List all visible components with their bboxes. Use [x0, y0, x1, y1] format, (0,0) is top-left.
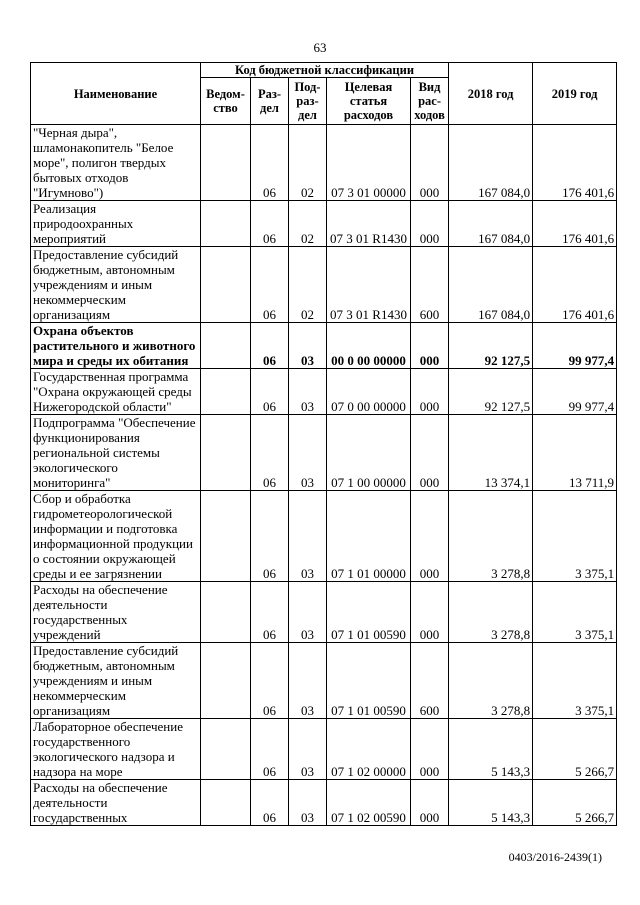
- header-celevaya: Целевая статья расходов: [327, 78, 411, 125]
- row-celevaya: 07 1 02 00000: [327, 719, 411, 780]
- row-vedomstvo: [201, 643, 251, 719]
- row-vid: 000: [411, 125, 449, 201]
- row-2018: 3 278,8: [449, 491, 533, 582]
- table-row: [31, 415, 617, 491]
- header-2019: 2019 год: [533, 63, 617, 125]
- row-razdel: 06: [251, 582, 289, 643]
- row-podrazdel: 02: [289, 247, 327, 323]
- row-podrazdel: 03: [289, 323, 327, 369]
- row-celevaya: 07 3 01 R1430: [327, 201, 411, 247]
- table-row: [31, 643, 617, 719]
- row-name: Охрана объектов растительного и животного мира и среды их обитания: [31, 323, 201, 369]
- document-code: 0403/2016-2439(1): [508, 850, 602, 864]
- row-2018: 92 127,5: [449, 323, 533, 369]
- table-row: [31, 719, 617, 780]
- row-vid: 000: [411, 719, 449, 780]
- row-razdel: 06: [251, 719, 289, 780]
- row-podrazdel: 03: [289, 780, 327, 826]
- header-vid: Вид рас-ходов: [411, 78, 449, 125]
- header-2018: 2018 год: [449, 63, 533, 125]
- row-podrazdel: 03: [289, 582, 327, 643]
- row-vid: 000: [411, 780, 449, 826]
- row-razdel: 06: [251, 643, 289, 719]
- row-podrazdel: 03: [289, 369, 327, 415]
- row-name: Лабораторное обеспечение государственного экологического надзора и надзора на море: [31, 719, 201, 780]
- row-name: Государственная программа "Охрана окружающей среды Нижегородской области": [31, 369, 201, 415]
- row-2018: 3 278,8: [449, 643, 533, 719]
- row-vedomstvo: [201, 201, 251, 247]
- row-name: Сбор и обработка гидрометеорологической информации и подготовка информационной продукции о состоянии окружающей среды и ее загрязнении: [31, 491, 201, 582]
- row-name: Реализация природоохранных мероприятий: [31, 201, 201, 247]
- row-celevaya: 07 1 01 00590: [327, 643, 411, 719]
- row-razdel: 06: [251, 323, 289, 369]
- row-2019: 3 375,1: [533, 643, 617, 719]
- header-vedomstvo: Ведом-ство: [201, 78, 251, 125]
- row-vedomstvo: [201, 247, 251, 323]
- row-2018: 3 278,8: [449, 582, 533, 643]
- row-celevaya: 07 0 00 00000: [327, 369, 411, 415]
- row-2018: 5 143,3: [449, 719, 533, 780]
- row-2018: 167 084,0: [449, 247, 533, 323]
- row-razdel: 06: [251, 780, 289, 826]
- row-vid: 000: [411, 323, 449, 369]
- row-celevaya: 07 3 01 R1430: [327, 247, 411, 323]
- row-celevaya: 07 3 01 00000: [327, 125, 411, 201]
- row-razdel: 06: [251, 247, 289, 323]
- page-number: 63: [313, 40, 327, 55]
- row-2019: 5 266,7: [533, 780, 617, 826]
- row-vid: 000: [411, 201, 449, 247]
- row-razdel: 06: [251, 201, 289, 247]
- row-celevaya: 07 1 01 00590: [327, 582, 411, 643]
- header-podrazdel: Под-раз-дел: [289, 78, 327, 125]
- row-vedomstvo: [201, 415, 251, 491]
- row-vedomstvo: [201, 369, 251, 415]
- table-row: [31, 323, 617, 369]
- header-kod-group: Код бюджетной классификации: [201, 63, 449, 78]
- row-vid: 000: [411, 582, 449, 643]
- row-vedomstvo: [201, 323, 251, 369]
- row-name: Подпрограмма "Обеспечение функционирования региональной системы экологического мониторинга": [31, 415, 201, 491]
- row-celevaya: 07 1 02 00590: [327, 780, 411, 826]
- row-2019: 3 375,1: [533, 491, 617, 582]
- table-row: [31, 125, 617, 201]
- row-vedomstvo: [201, 582, 251, 643]
- row-2019: 13 711,9: [533, 415, 617, 491]
- row-celevaya: 00 0 00 00000: [327, 323, 411, 369]
- row-name: Расходы на обеспечение деятельности государственных учреждений: [31, 582, 201, 643]
- row-name: Предоставление субсидий бюджетным, автономным учреждениям и иным некоммерческим организациям: [31, 247, 201, 323]
- row-celevaya: 07 1 00 00000: [327, 415, 411, 491]
- row-name: Предоставление субсидий бюджетным, автономным учреждениям и иным некоммерческим организациям: [31, 643, 201, 719]
- row-podrazdel: 03: [289, 491, 327, 582]
- table-row: [31, 780, 617, 826]
- row-celevaya: 07 1 01 00000: [327, 491, 411, 582]
- row-razdel: 06: [251, 125, 289, 201]
- row-razdel: 06: [251, 491, 289, 582]
- table-row: [31, 369, 617, 415]
- row-podrazdel: 02: [289, 125, 327, 201]
- row-vedomstvo: [201, 491, 251, 582]
- row-vid: 000: [411, 369, 449, 415]
- row-vid: 000: [411, 415, 449, 491]
- table-row: [31, 201, 617, 247]
- row-vedomstvo: [201, 780, 251, 826]
- row-razdel: 06: [251, 415, 289, 491]
- row-2018: 167 084,0: [449, 125, 533, 201]
- row-vedomstvo: [201, 719, 251, 780]
- row-2019: 176 401,6: [533, 125, 617, 201]
- header-name: Наименование: [31, 63, 201, 125]
- row-2019: 176 401,6: [533, 247, 617, 323]
- budget-table: [30, 62, 617, 826]
- row-2018: 13 374,1: [449, 415, 533, 491]
- table-row: [31, 491, 617, 582]
- row-razdel: 06: [251, 369, 289, 415]
- row-podrazdel: 03: [289, 643, 327, 719]
- row-vedomstvo: [201, 125, 251, 201]
- row-vid: 000: [411, 491, 449, 582]
- header-razdel: Раз-дел: [251, 78, 289, 125]
- row-2018: 92 127,5: [449, 369, 533, 415]
- row-2019: 99 977,4: [533, 369, 617, 415]
- table-row: [31, 247, 617, 323]
- table-row: [31, 582, 617, 643]
- row-vid: 600: [411, 643, 449, 719]
- row-2019: 3 375,1: [533, 582, 617, 643]
- row-2018: 167 084,0: [449, 201, 533, 247]
- row-name: Расходы на обеспечение деятельности государственных: [31, 780, 201, 826]
- row-podrazdel: 03: [289, 719, 327, 780]
- row-podrazdel: 02: [289, 201, 327, 247]
- row-name: "Черная дыра", шламонакопитель "Белое море", полигон твердых бытовых отходов "Игумново"): [31, 125, 201, 201]
- row-2019: 176 401,6: [533, 201, 617, 247]
- row-vid: 600: [411, 247, 449, 323]
- row-2018: 5 143,3: [449, 780, 533, 826]
- row-2019: 5 266,7: [533, 719, 617, 780]
- row-2019: 99 977,4: [533, 323, 617, 369]
- row-podrazdel: 03: [289, 415, 327, 491]
